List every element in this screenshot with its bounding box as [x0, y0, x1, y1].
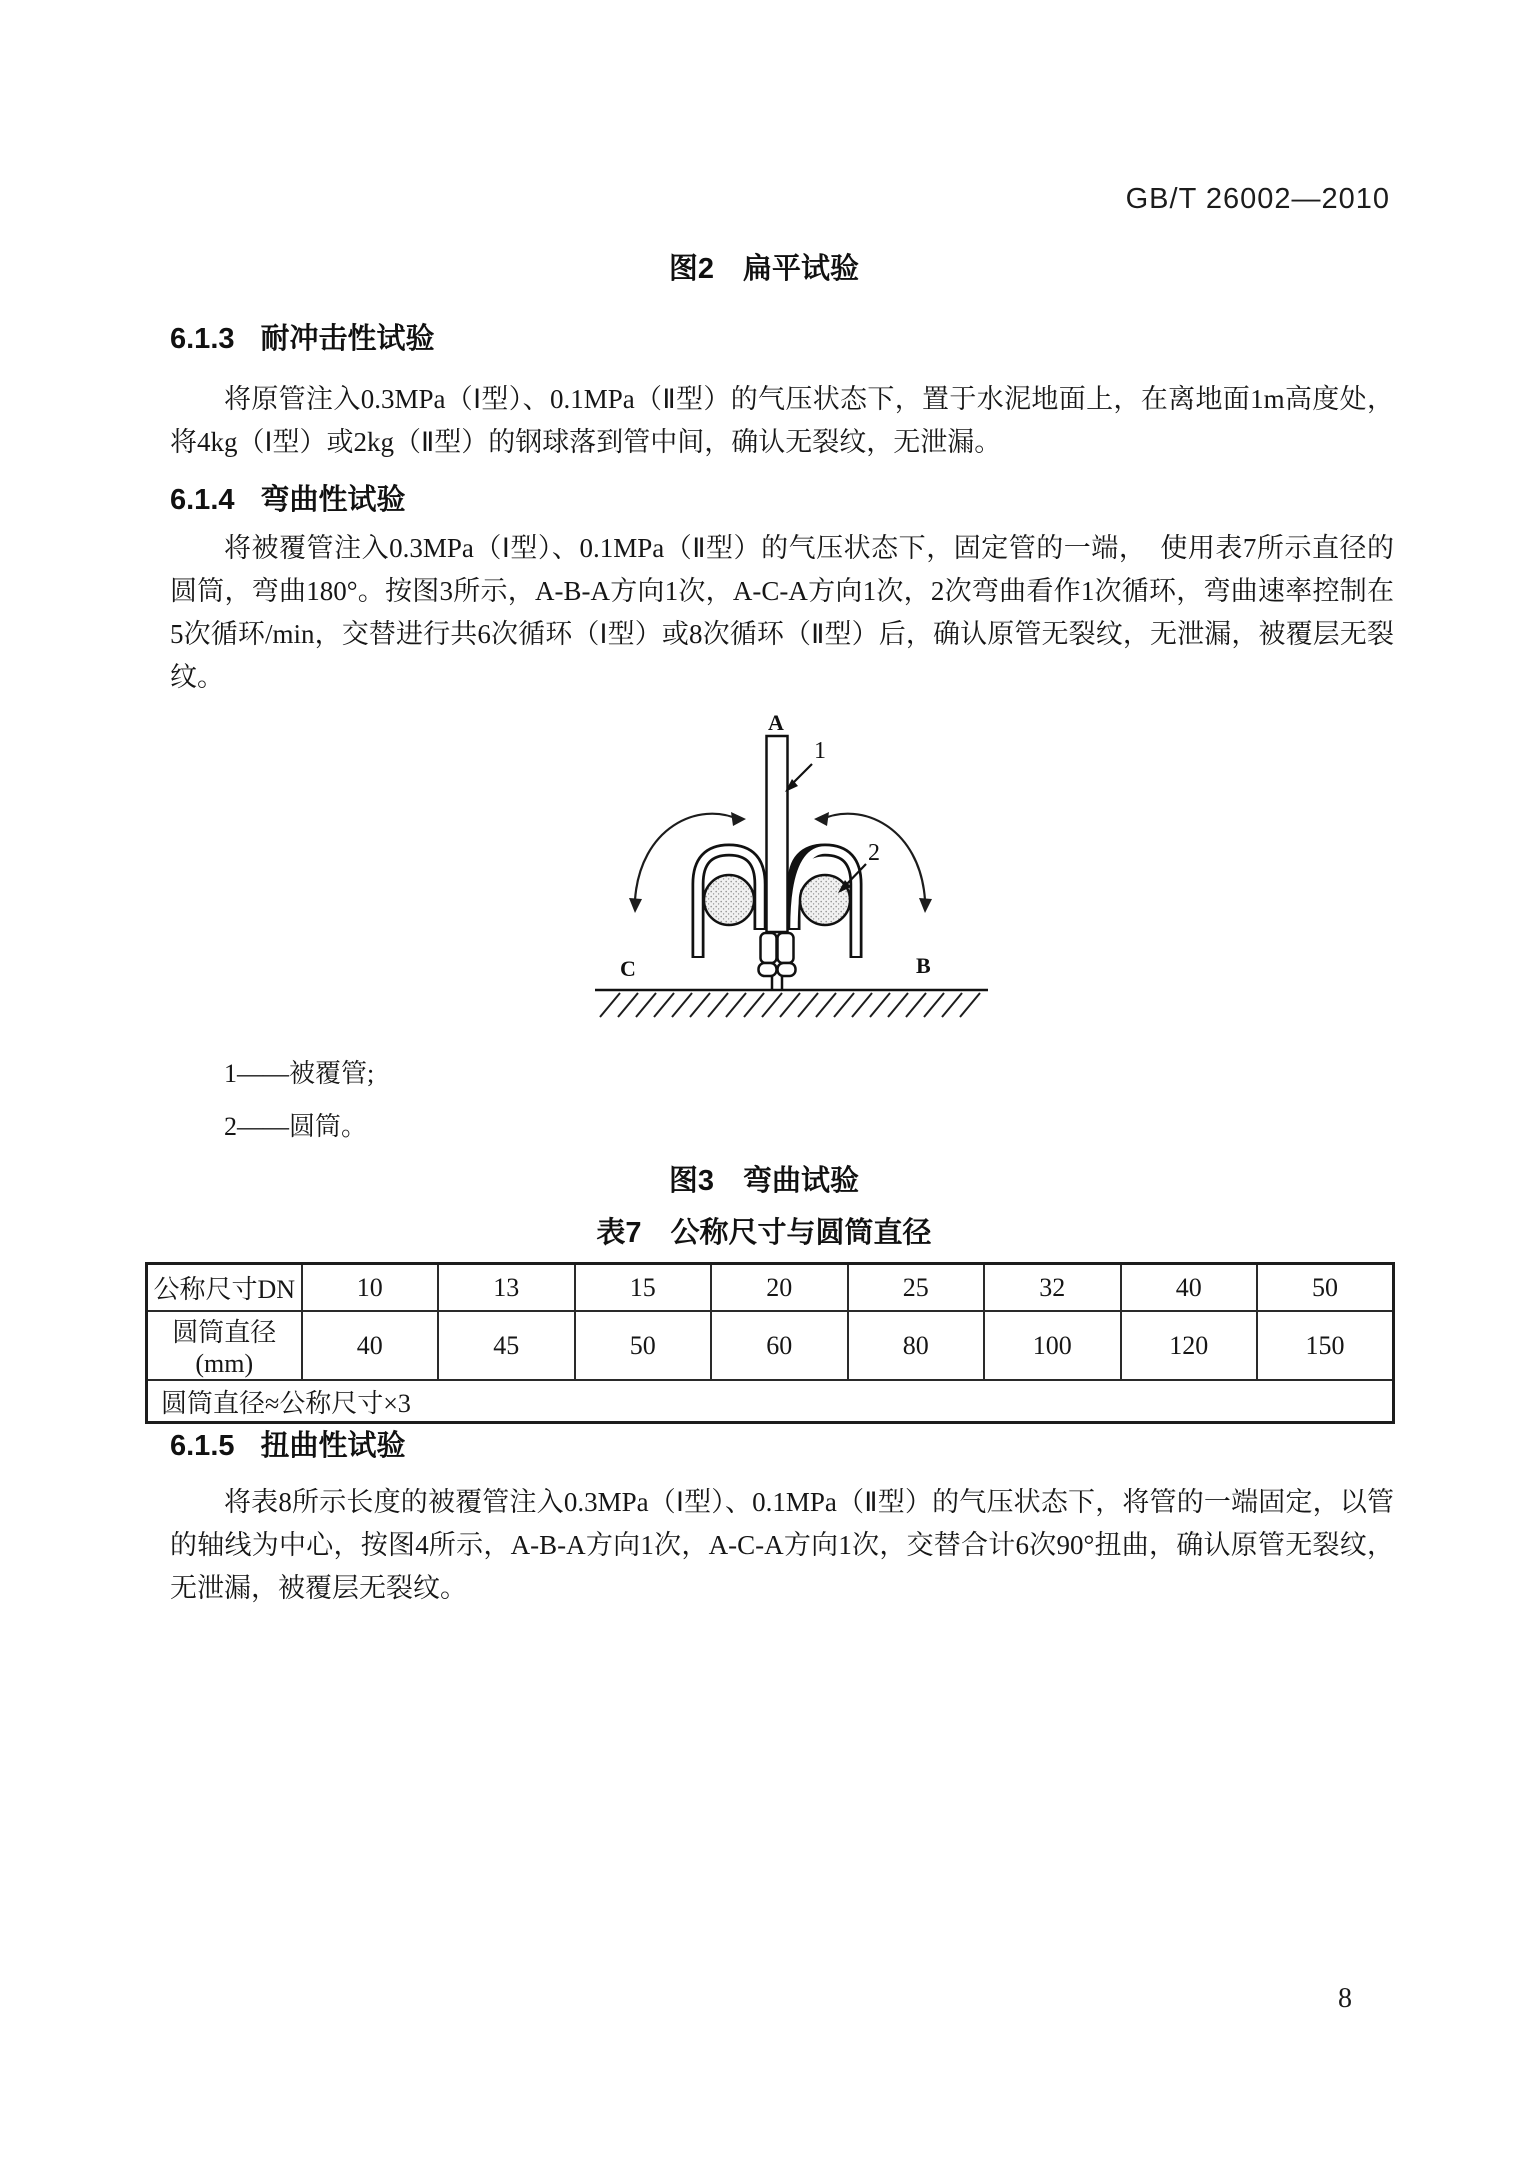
table-cell: 40 — [1121, 1264, 1258, 1312]
coated-pipe — [767, 736, 788, 932]
figure3-diagram — [550, 700, 1010, 1040]
section-title: 耐冲击性试验 — [260, 323, 435, 355]
figure2-caption: 图2 扁平试验 — [668, 253, 860, 285]
page-number: 8 — [1338, 1983, 1352, 2014]
callout-1-leader — [785, 764, 812, 792]
section-number: 6.1.5 — [170, 1430, 235, 1462]
table-cell: 120 — [1121, 1311, 1258, 1380]
table-row-dn — [147, 1264, 1394, 1312]
left-cylinder — [704, 875, 754, 925]
label-point-a: A — [768, 710, 784, 735]
section-heading-6-1-4 — [170, 477, 406, 518]
section-title: 弯曲性试验 — [260, 484, 406, 516]
section-body-6-1-5: 将表8所示长度的被覆管注入0.3MPa（Ⅰ型）、0.1MPa（Ⅱ型）的气压状态下，将管的一端固定，以管的轴线为中心，按图4所示，A-B-A方向1次，A-C-A方向1次，交替合计6次90°扭曲，确认原管无裂纹，无泄漏，被覆层无裂纹。 — [170, 1487, 1394, 1603]
table-cell: 13 — [438, 1264, 575, 1312]
table-row-note — [147, 1380, 1394, 1423]
table7 — [145, 1262, 1395, 1424]
table-cell: 25 — [848, 1264, 985, 1312]
label-point-c: C — [620, 956, 636, 981]
table-cell: 32 — [984, 1264, 1121, 1312]
table-cell: 60 — [711, 1311, 848, 1380]
table-cell: 80 — [848, 1311, 985, 1380]
row-header: 圆筒直径(mm) — [147, 1311, 302, 1380]
section-body-6-1-4: 将被覆管注入0.3MPa（Ⅰ型）、0.1MPa（Ⅱ型）的气压状态下，固定管的一端， 使用表7所示直径的圆筒，弯曲180°。按图3所示，A-B-A方向1次，A-C-A方向1次，2次弯曲看作1次循环，弯曲速率控制在5次循环/min，交替进行共6次循环（Ⅰ型）或8次循环（Ⅱ型）后，确认原管无裂纹，无泄漏，被覆层无裂纹。 — [170, 533, 1394, 692]
callout-2-label: 2 — [868, 840, 880, 866]
figure3-legend-item-2: 2——圆筒。 — [224, 1112, 368, 1141]
table-row-diameter — [147, 1311, 1394, 1380]
section-number: 6.1.4 — [170, 484, 235, 516]
table-cell: 45 — [438, 1311, 575, 1380]
callout-1-label: 1 — [814, 738, 826, 764]
table-note: 圆筒直径≈公称尺寸×3 — [147, 1380, 1394, 1423]
table-cell: 150 — [1257, 1311, 1394, 1380]
table-cell: 20 — [711, 1264, 848, 1312]
row-header: 公称尺寸DN — [147, 1264, 302, 1312]
section-title: 扭曲性试验 — [260, 1430, 406, 1462]
label-point-b: B — [916, 953, 931, 978]
base-clamp — [759, 933, 796, 989]
table-cell: 50 — [575, 1311, 712, 1380]
section-number: 6.1.3 — [170, 323, 235, 355]
section-heading-6-1-3 — [170, 316, 435, 357]
table-cell: 40 — [302, 1311, 439, 1380]
figure3-legend-item-1: 1——被覆管; — [224, 1059, 375, 1088]
table-cell: 10 — [302, 1264, 439, 1312]
right-cylinder — [800, 875, 850, 925]
figure3-caption: 图3 弯曲试验 — [668, 1165, 860, 1197]
table-cell: 50 — [1257, 1264, 1394, 1312]
table-cell: 15 — [575, 1264, 712, 1312]
ground-hatching — [600, 993, 980, 1017]
table-cell: 100 — [984, 1311, 1121, 1380]
table7-caption: 表7 公称尺寸与圆筒直径 — [596, 1217, 932, 1249]
section-heading-6-1-5 — [170, 1423, 406, 1464]
standard-code: GB/T 26002—2010 — [1125, 183, 1390, 215]
section-body-6-1-3: 将原管注入0.3MPa（Ⅰ型）、0.1MPa（Ⅱ型）的气压状态下，置于水泥地面上，在离地面1m高度处，将4kg（Ⅰ型）或2kg（Ⅱ型）的钢球落到管中间，确认无裂纹，无泄漏。 — [170, 384, 1394, 457]
